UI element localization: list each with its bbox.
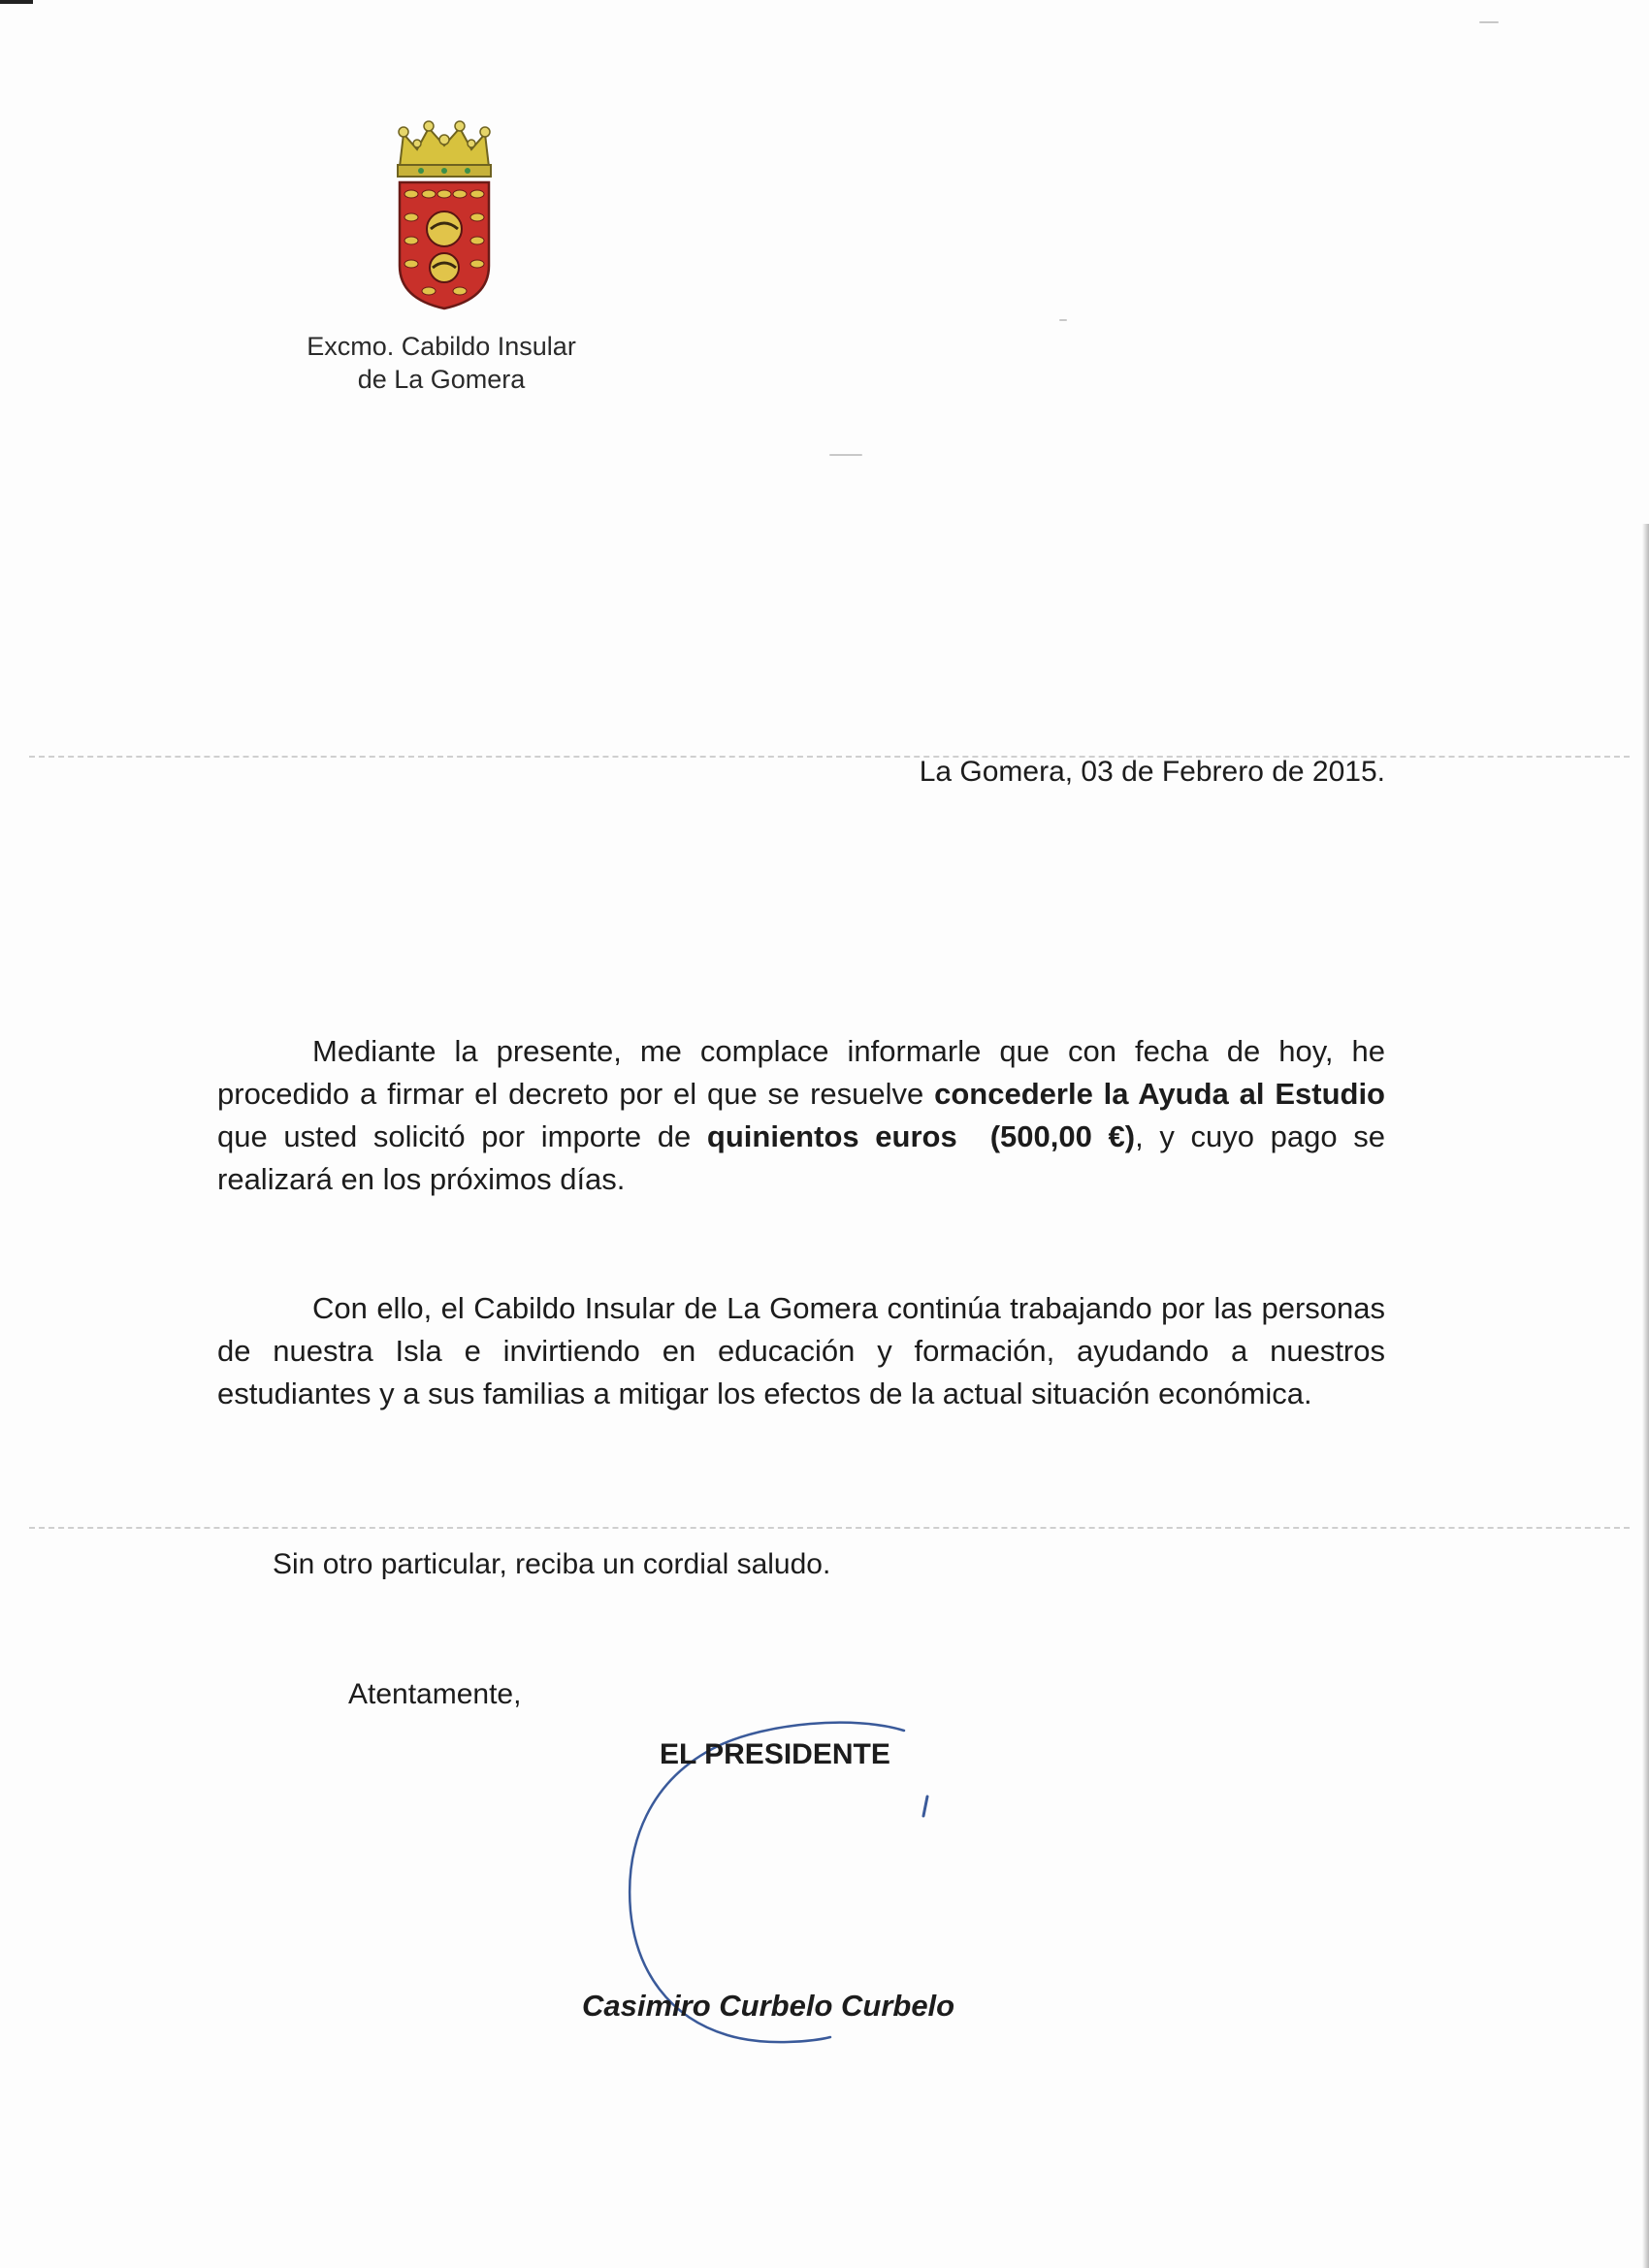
body-paragraph-2 bbox=[217, 1287, 1385, 1415]
organization-name-line2: de La Gomera bbox=[357, 365, 526, 394]
regards-line: Atentamente, bbox=[348, 1678, 522, 1710]
body-paragraph-1 bbox=[217, 1030, 1385, 1201]
coat-of-arms-icon bbox=[386, 120, 502, 310]
paragraph-text: , y cuyo pago se realizará en los próximos días. bbox=[217, 1119, 1385, 1196]
amount-figure: (500,00 €) bbox=[989, 1119, 1136, 1153]
crown-icon bbox=[398, 121, 491, 177]
paragraph-text: que usted solicitó por importe de bbox=[217, 1119, 707, 1153]
grant-name: concederle la Ayuda al Estudio bbox=[934, 1077, 1385, 1111]
organization-name-line1: Excmo. Cabildo Insular bbox=[307, 332, 576, 361]
amount-words: quinientos euros bbox=[706, 1119, 957, 1153]
fold-line bbox=[29, 756, 1630, 758]
scan-speck bbox=[1479, 21, 1499, 23]
paragraph-text: Con ello, el Cabildo Insular de La Gomera continúa trabajando por las personas de nuestra Isla e invirtiendo en educación y formación, ayudando a nuestros estudiantes y a sus familias a mitigar los efectos de la actual situación económica. bbox=[217, 1291, 1385, 1410]
letter-date: La Gomera, 03 de Febrero de 2015. bbox=[919, 756, 1385, 788]
closing-line: Sin otro particular, reciba un cordial saludo. bbox=[273, 1548, 831, 1580]
scan-edge-shadow bbox=[1642, 524, 1649, 2268]
fold-line bbox=[29, 1527, 1630, 1529]
scan-corner-mark bbox=[0, 0, 33, 4]
signatory-title: EL PRESIDENTE bbox=[660, 1738, 890, 1770]
signatory-name: Casimiro Curbelo Curbelo bbox=[582, 1989, 955, 2023]
scan-speck bbox=[1059, 319, 1067, 321]
scan-speck bbox=[829, 454, 862, 456]
paragraph-text: Mediante la presente, me complace informarle que con fecha de hoy, he procedido a firmar el decreto por el que se resuelve bbox=[217, 1034, 1385, 1111]
organization-name bbox=[272, 330, 611, 396]
